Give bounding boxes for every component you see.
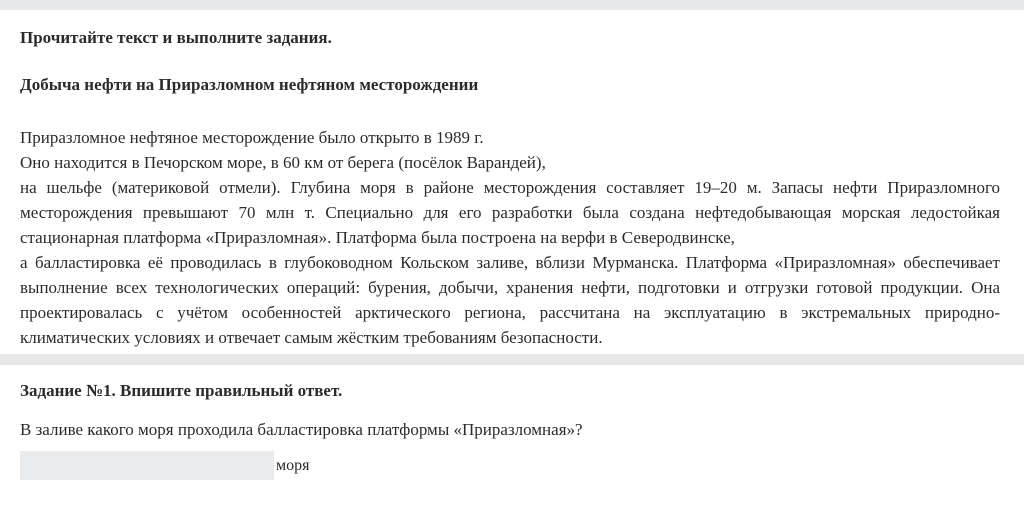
instruction-text: Прочитайте текст и выполните задания. <box>20 28 332 47</box>
task-panel <box>0 365 1024 527</box>
answer-row <box>20 451 1000 480</box>
article-paragraph-4: а балластировка её проводилась в глубоководном Кольском заливе, вблизи Мурманска. Платформа «Приразломная» обеспечивает выполнение всех технологических операций: бурения, добычи, хранения нефти, подготовки и отгрузки готовой продукции. Она проектировалась с учётом особенностей арктического региона, рассчитана на эксплуатацию в экстремальных природно-климатических условиях и отвечает самым жёстким требованиям безопасности. <box>20 253 1000 347</box>
task-title: Задание №1. Впишите правильный ответ. <box>20 381 343 400</box>
answer-input[interactable] <box>20 451 274 480</box>
article-body <box>20 125 1000 350</box>
article-paragraph-2: Оно находится в Печорском море, в 60 км от берега (посёлок Варандей), <box>20 153 546 172</box>
reading-panel <box>0 10 1024 354</box>
article-paragraph-1: Приразломное нефтяное месторождение было открыто в 1989 г. <box>20 128 484 147</box>
answer-suffix: моря <box>276 456 310 474</box>
article-paragraph-3: на шельфе (материковой отмели). Глубина моря в районе месторождения составляет 19–20 м. Запасы нефти Приразломного месторождения превышают 70 млн т. Специально для его разработки была создана нефтедобывающая морская ледостойкая стационарная платформа «Приразломная». Платформа была построена на верфи в Северодвинске, <box>20 178 1000 247</box>
article-title: Добыча нефти на Приразломном нефтяном месторождении <box>20 75 479 94</box>
task-question: В заливе какого моря проходила балластировка платформы «Приразломная»? <box>20 420 583 439</box>
